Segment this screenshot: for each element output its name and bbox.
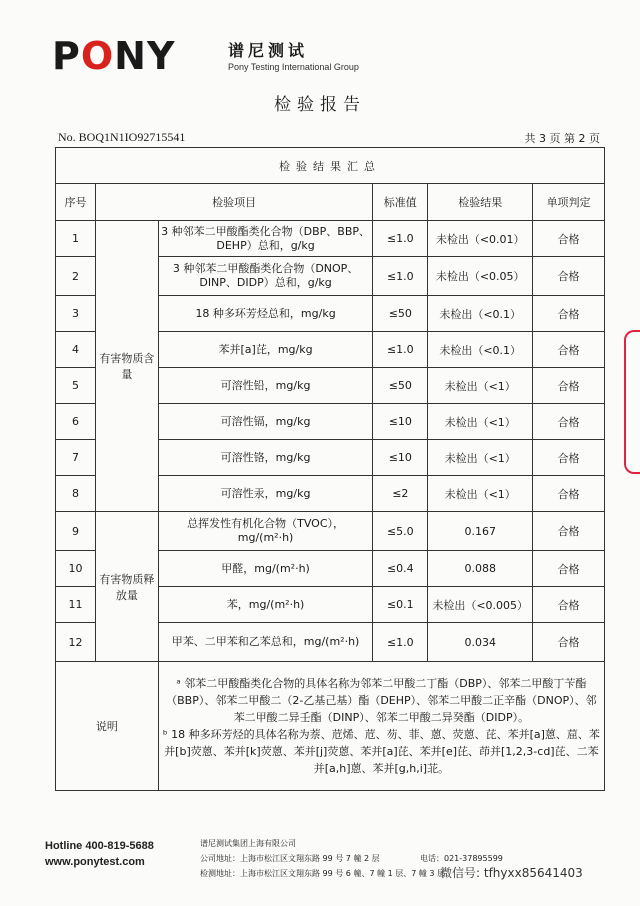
standard-value: ≤1.0 — [373, 332, 428, 368]
company-name-cn: 谱尼测试 — [228, 41, 309, 60]
test-item: 可溶性镉，mg/kg — [158, 404, 373, 440]
row-number: 4 — [56, 332, 96, 368]
standard-value: ≤2 — [373, 476, 428, 512]
verdict: 合格 — [533, 551, 605, 587]
header-item: 检验项目 — [95, 184, 372, 221]
test-item: 苯，mg/(m²·h) — [158, 587, 373, 623]
table-row — [56, 221, 605, 257]
footer-lab-address: 检测地址：上海市松江区文翔东路 99 号 6 幢、7 幢 1 层、7 幢 3 层 — [200, 869, 446, 878]
table-row — [56, 512, 605, 551]
verdict: 合格 — [533, 332, 605, 368]
page-info: 共 3 页 第 2 页 — [524, 132, 600, 145]
test-result: 未检出（<1） — [428, 476, 533, 512]
footer-phone: 电话：021-37895599 — [420, 854, 503, 863]
test-result: 未检出（<1） — [428, 368, 533, 404]
test-result: 0.034 — [428, 623, 533, 662]
verdict: 合格 — [533, 296, 605, 332]
summary-title: 检验结果汇总 — [56, 148, 605, 184]
row-number: 8 — [56, 476, 96, 512]
verdict: 合格 — [533, 221, 605, 257]
row-number: 5 — [56, 368, 96, 404]
header-standard: 标准值 — [373, 184, 428, 221]
row-number: 9 — [56, 512, 96, 551]
standard-value: ≤10 — [373, 404, 428, 440]
hotline: Hotline 400-819-5688 — [45, 840, 154, 852]
results-table — [55, 147, 605, 791]
test-result: 未检出（<0.005） — [428, 587, 533, 623]
test-result: 未检出（<1） — [428, 404, 533, 440]
test-result: 未检出（<0.01） — [428, 221, 533, 257]
wechat-id: 微信号: tfhyxx85641403 — [440, 866, 583, 880]
row-number: 10 — [56, 551, 96, 587]
test-item: 18 种多环芳烃总和，mg/kg — [158, 296, 373, 332]
standard-value: ≤1.0 — [373, 623, 428, 662]
verdict: 合格 — [533, 476, 605, 512]
row-number: 6 — [56, 404, 96, 440]
website: www.ponytest.com — [45, 856, 145, 868]
verdict: 合格 — [533, 623, 605, 662]
standard-value: ≤0.1 — [373, 587, 428, 623]
test-result: 未检出（<0.1） — [428, 296, 533, 332]
note-a: ᵃ 邻苯二甲酸酯类化合物的具体名称为邻苯二甲酸二丁酯（DBP）、邻苯二甲酸丁苄酯（BBP）、邻苯二甲酸二（2-乙基己基）酯（DEHP）、邻苯二甲酸二正辛酯（DNOP）、邻苯二甲酸二异壬酯（DINP）、邻苯二甲酸二异癸酯（DIDP）。 — [166, 677, 597, 724]
footer-company-address: 公司地址：上海市松江区文翔东路 99 号 7 幢 2 层 — [200, 854, 380, 863]
verdict: 合格 — [533, 368, 605, 404]
verdict: 合格 — [533, 587, 605, 623]
row-number: 1 — [56, 221, 96, 257]
pony-logo: PONY — [52, 34, 176, 78]
verdict: 合格 — [533, 440, 605, 476]
test-item: 苯并[a]芘，mg/kg — [158, 332, 373, 368]
note-b: ᵇ 18 种多环芳烃的具体名称为萘、苊烯、苊、芴、菲、蒽、荧蒽、芘、苯并[a]蒽、䓛、苯并[b]荧蒽、苯并[k]荧蒽、苯并[j]荧蒽、苯并[a]芘、苯并[e]芘、茚并[1,2,3-cd]芘、二苯并[a,h]蒽、苯并[g,h,i]苝。 — [162, 728, 600, 775]
test-item: 总挥发性有机化合物（TVOC），mg/(m²·h) — [158, 512, 373, 551]
test-item: 3 种邻苯二甲酸酯类化合物（DBP、BBP、DEHP）总和，g/kg — [158, 221, 373, 257]
test-item: 3 种邻苯二甲酸酯类化合物（DNOP、DINP、DIDP）总和，g/kg — [158, 257, 373, 296]
note-label: 说明 — [56, 662, 159, 791]
test-item: 可溶性铬，mg/kg — [158, 440, 373, 476]
group-release: 有害物质释放量 — [95, 512, 158, 662]
test-result: 未检出（<0.05） — [428, 257, 533, 296]
test-result: 未检出（<0.1） — [428, 332, 533, 368]
row-number: 2 — [56, 257, 96, 296]
verdict: 合格 — [533, 404, 605, 440]
report-number: No. BOQ1N1IO92715541 — [58, 130, 186, 144]
row-number: 12 — [56, 623, 96, 662]
verdict: 合格 — [533, 257, 605, 296]
footer-org: 谱尼测试集团上海有限公司 — [200, 839, 296, 848]
standard-value: ≤1.0 — [373, 257, 428, 296]
standard-value: ≤1.0 — [373, 221, 428, 257]
row-number: 11 — [56, 587, 96, 623]
test-result: 未检出（<1） — [428, 440, 533, 476]
header-result: 检验结果 — [428, 184, 533, 221]
company-name-en: Pony Testing International Group — [228, 62, 359, 72]
header — [40, 30, 600, 80]
standard-value: ≤0.4 — [373, 551, 428, 587]
test-result: 0.088 — [428, 551, 533, 587]
document-title: 检验报告 — [274, 95, 366, 115]
standard-value: ≤50 — [373, 368, 428, 404]
header-verdict: 单项判定 — [533, 184, 605, 221]
row-number: 7 — [56, 440, 96, 476]
standard-value: ≤5.0 — [373, 512, 428, 551]
group-content: 有害物质含量 — [95, 221, 158, 512]
standard-value: ≤10 — [373, 440, 428, 476]
test-item: 甲苯、二甲苯和乙苯总和，mg/(m²·h) — [158, 623, 373, 662]
test-item: 甲醛，mg/(m²·h) — [158, 551, 373, 587]
test-item: 可溶性铅，mg/kg — [158, 368, 373, 404]
seal-edge — [624, 330, 640, 474]
note-text — [158, 662, 604, 791]
standard-value: ≤50 — [373, 296, 428, 332]
header-no: 序号 — [56, 184, 96, 221]
test-item: 可溶性汞，mg/kg — [158, 476, 373, 512]
test-result: 0.167 — [428, 512, 533, 551]
verdict: 合格 — [533, 512, 605, 551]
row-number: 3 — [56, 296, 96, 332]
